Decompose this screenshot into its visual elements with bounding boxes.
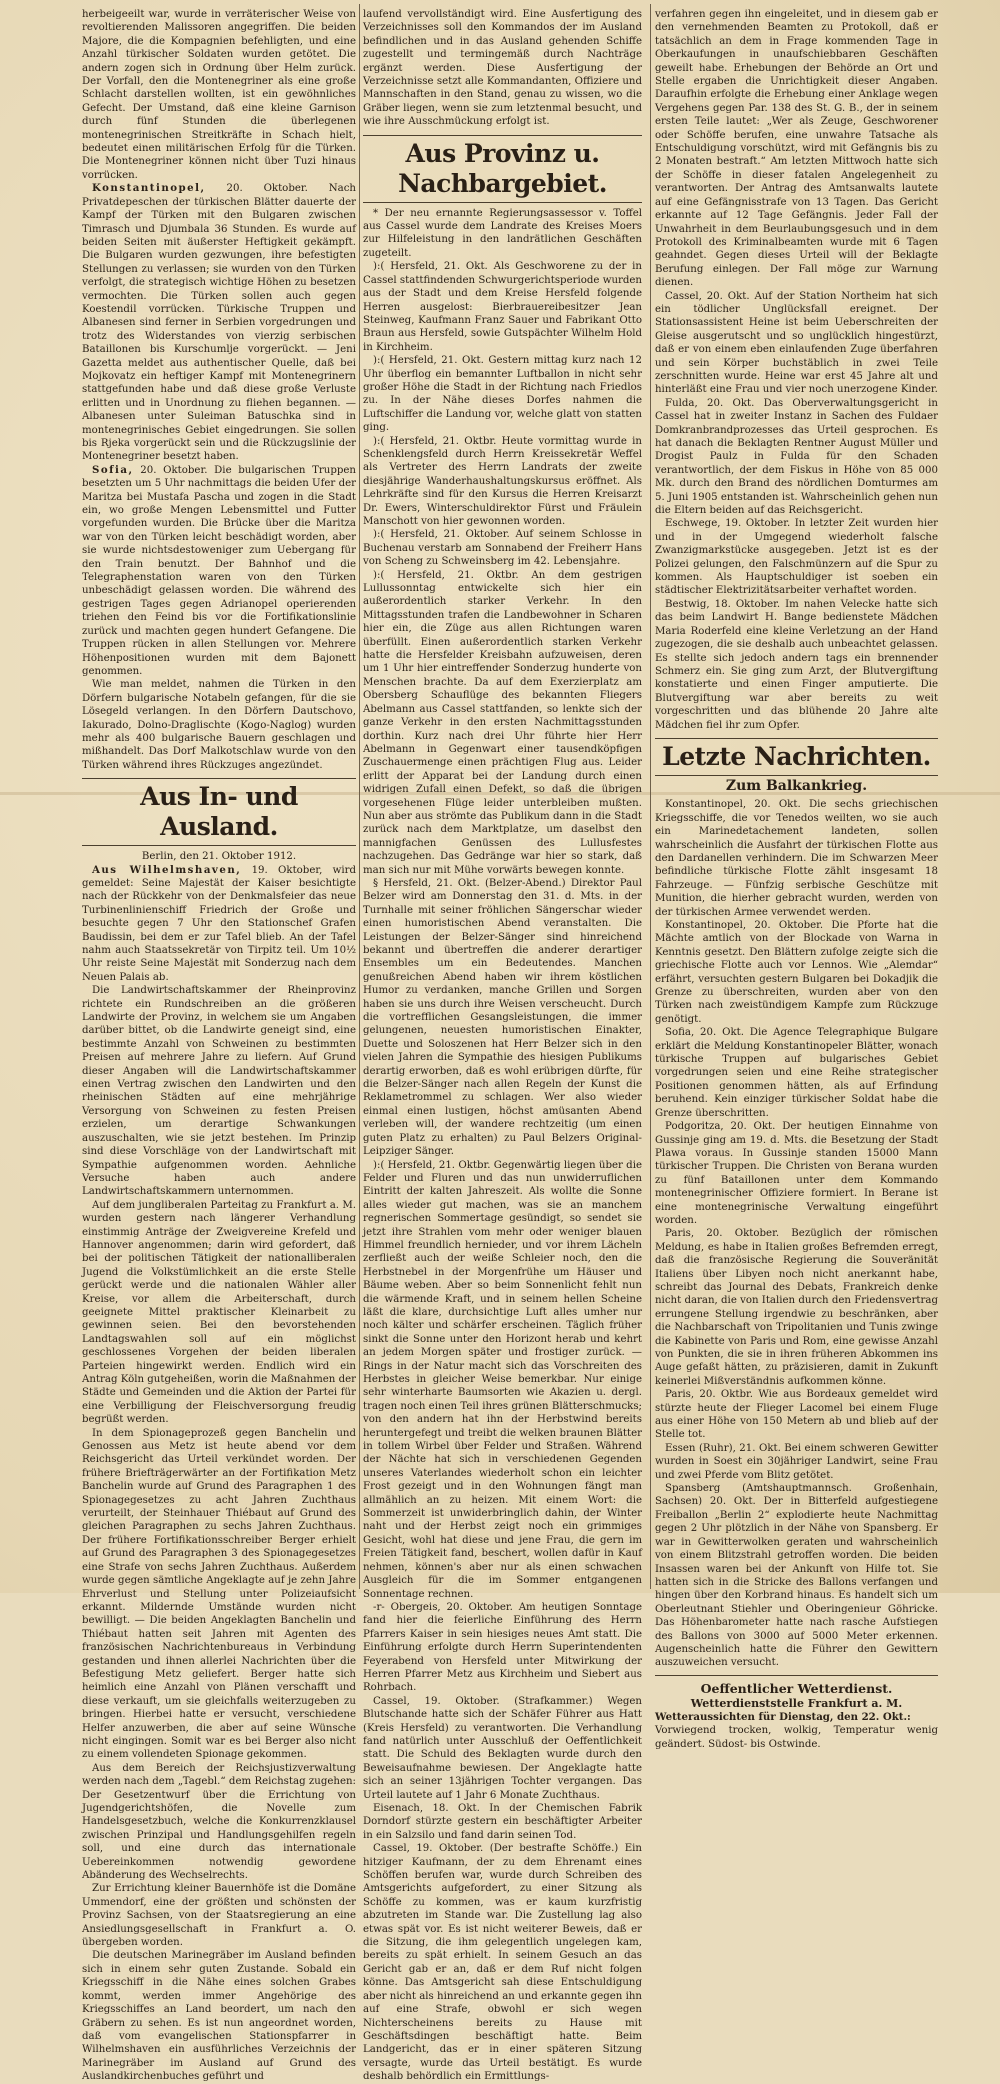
article-text: ):( Hersfeld, 21. Oktbr. An dem gestrigen Lullussonntag entwickelte sich hier ein außerordentlich starker Verkehr. In den Mittagsstunden trafen die Landbewohner in Scharen hier ein, die Züge aus allen Richtungen waren überfüllt. Einen außerordentlich starken Verkehr hatte die Hersfelder Kreisbahn aufzuweisen, deren um 1 Uhr hier eintreffender Sonderzug hunderte von Menschen brachte. Da auf dem Exerzierplatz am Obersberg Schauflüge des bekannten Fliegers Abelmann aus Cassel stattfanden, so lenkte sich der ganze Verkehr in den ersten Nachmittagsstunden dorthin. Kurz nach drei Uhr führte hier Herr Abelmann in Gegenwart einer tausendköpfigen Zuschauermenge einen prächtigen Flug aus. Leider erlitt der Apparat bei der Landung durch einen widrigen Zufall einen Defekt, so daß die übrigen vorgesehenen Flüge leider unterbleiben mußten. Nun aber aus strömte das Publikum dann in die Stadt zurück nach dem Marktplatze, um daselbst den mannigfachen Genüssen des Lullusfestes nachzugehen. Das Gedränge war hier so stark, daß man sich nur mit Mühe vorwärts bewegen konnte. (363, 569, 642, 876)
column-rule (359, 4, 360, 1589)
column-2 (363, 8, 642, 2083)
article-text: Cassel, 20. Okt. Auf der Station Northeim hat sich ein tödlicher Unglücksfall ereignet. Der Stationsassistent Heine ist beim Ueberschreiten der Gleise ausgerutscht und so unglücklich hingestürzt, daß er von einem eben einlaufenden Zuge überfahren und sein Körper buchstäblich in zwei Teile zerschnitten wurde. Heine war erst 45 Jahre alt und hinterläßt eine Frau und vier noch unerzogene Kinder. (655, 290, 938, 396)
article-text: Konstantinopel, 20. Oktober. Nach Privatdepeschen der türkischen Blätter dauerte der Kampf der Türken mit den Bulgaren zwischen Timrasch und Djumbala 36 Stunden. Es wurde auf beiden Seiten mit äußerster Heftigkeit gekämpft. Die Bulgaren wurden gezwungen, ihre befestigten Stellungen zu verlassen; sie wurden von den Türken verfolgt, die strategisch wichtige Höhen zu besetzen vermochten. Die Türken sollen auch gegen Koestendil vorrücken. Türkische Truppen und Albanesen sind ferner in Serbien vorgedrungen und trotz des Widerstandes von vierzig serbischen Bataillonen bis Kurschumlje vorgerückt. — Jeni Gazetta meldet aus authentischer Quelle, daß bei Mojkovatz ein heftiger Kampf mit Montenegrinern stattgefunden habe und daß diese große Verluste erlitten und in Unordnung zu fliehen begannen. — Albanesen unter Suleiman Batuschka sind in montenegrinisches Gebiet eingedrungen. Sie sollen bis Rjeka vorgerückt sein und die Rückzugslinie der Montenegriner besetzt haben. (82, 182, 356, 463)
article-text: herbeigeeilt war, wurde in verräterischer Weise von revoltierenden Malissoren angegriffen. Die beiden Majore, die die Kompagnien befehligten, und eine Anzahl türkischer Soldaten wurden getötet. Die andern zogen sich in Ordnung über Helm zurück. Der Vorfall, den die Montenegriner als eine große Schlacht darstellen wollten, ist ein gewöhnliches Gefecht. Der Umstand, daß eine kleine Garnison durch fünf Stunden die überlegenen montenegrinischen Streitkräfte in Schach hielt, bedeutet einen militärischen Erfolg für die Türken. Die Montenegriner können nicht über Tuzi hinaus vorrücken. (82, 9, 356, 181)
article-text: Podgoritza, 20. Okt. Der heutigen Einnahme von Gussinje ging am 19. d. Mts. die Besetzung der Stadt Plawa voraus. In Gussinje standen 15000 Mann türkischer Truppen. Die Christen von Berana wurden zu fünf Bataillonen unter dem Kommando montenegrinischer Offiziere formiert. In Berane ist eine montenegrinische Verwaltung eingeführt worden. (655, 1121, 938, 1226)
column-rule (650, 4, 651, 1589)
weather-subtitle: Wetterdienststelle Frankfurt a. M. (690, 1696, 903, 1710)
article-text: Paris, 20. Oktbr. Wie aus Bordeaux gemeldet wird stürzte heute der Flieger Lacomel bei einem Fluge aus einer Höhe von 150 Metern ab und blieb auf der Stelle tot. (655, 1389, 938, 1441)
dateline-city: Sofia, (92, 463, 134, 476)
column-3 (655, 8, 938, 1750)
article-text: ):( Hersfeld, 21. Oktbr. Gegenwärtig liegen über die Felder und Fluren und das nun unwiderruflichen Eintritt der kalten Jahreszeit. Als wollte die Sonne alles wieder gut machen, was sie an manchem regnerischen Sommertage gesündigt, so sendet sie jetzt ihre Strahlen vom mehr oder weniger blauen Himmel freundlich hernieder, und vor ihrem Lächeln zerfließt auch der weiße Schleier noch, den die Herbstnebel in der Morgenfrühe um Häuser und Bäume weben. Aber so beim Sonnenlicht fehlt nun die wärmende Kraft, und in seinem hellen Scheine läßt die klare, durchsichtige Luft alles umher nur noch kälter und schärfer erscheinen. Täglich früher sinkt die Sonne unter den Horizont herab und kehrt an jedem Morgen später und frostiger zurück. — Rings in der Natur macht sich das Vorschreiten des Herbstes in gleicher Weise bemerkbar. Nur einige sehr winterharte Baumsorten wie Akazien u. dergl. tragen noch einen Teil ihres grünen Blätterschmucks; von den andern hat ihn der Herbstwind bereits heruntergefegt und treibt die welken braunen Blätter in tollem Wirbel über Felder und Straßen. Während der Nächte hat sich in verschiedenen Gegenden unseres Vaterlandes wiederholt schon ein leichter Frost gezeigt und in den Wohnungen fängt man allmählich an zu heizen. Mit einem Wort: die Sommerzeit ist unwiderbringlich dahin, der Winter naht und der Herbst zeigt noch ein grimmiges Gesicht, wohl hat diese und jene Frau, die gern im Freien Tätigkeit fand, beschert, wollen dafür in Kauf nehmen, können's aber nur als einen schwachen Ausgleich für die im Sommer entgangenen Sonnentage rechnen. (363, 1159, 642, 1600)
article-text: Zur Errichtung kleiner Bauernhöfe ist die Domäne Ummendorf, eine der größten und schönsten der Provinz Sachsen, von der Staatsregierung an eine Ansiedlungsgesellschaft in Frankfurt a. O. übergeben worden. (82, 1883, 356, 1949)
article-text: Cassel, 19. Oktober. (Der bestrafte Schöffe.) Ein hitziger Kaufmann, der zu dem Ehrenamt eines Schöffen berufen war, wurde durch Schreiben des Amtsgerichts aufgefordert, zu einer Sitzung als Schöffe zu kommen, was er kaum kurzfristig abzutreten im Stande war. Die Zustellung lag also etwas spät vor. Es ist nicht weiterer Beweis, daß er die Sitzung, die ihm gelegentlich ungelegen kam, bereits zu spät erhielt. In seinem Gesuch an das Gericht gab er an, daß er dem Ruf nicht folgen könne. Das Amtsgericht sah diese Entschuldigung aber nicht als hinreichend an und erkannte gegen ihn auf eine Strafe, obwohl er sich wegen Nichterscheinens bereits zu Hause mit Geschäftsdingen beschäftigt hatte. Beim Landgericht, das er in einer späteren Sitzung versagte, wurde das Urteil bestätigt. Es wurde deshalb behördlich ein Ermittlungs- (363, 1843, 642, 2083)
article-text: § Hersfeld, 21. Okt. (Belzer-Abend.) Direktor Paul Belzer wird am Donnerstag den 31. d. Mts. in der Turnhalle mit seiner fröhlichen Sängerschar wieder einen humoristischen Abend veranstalten. Die Leistungen der Belzer-Sänger sind hinreichend bekannt und übertreffen die anderer derartiger Ensembles um ein Bedeutendes. Manchen genußreichen Abend haben wir ihrem köstlichen Humor zu verdanken, manche Grillen und Sorgen haben sie uns durch ihre Weisen verscheucht. Durch die vortrefflichen Gesangsleistungen, die immer gelungenen, neuesten humoristischen Einakter, Duette und Soloszenen hat Herr Belzer sich in den vielen Jahren die Sympathie des hiesigen Publikums derartig erworben, daß es wohl erübrigen dürfte, für die Belzer-Sänger nach allen Regeln der Kunst die Reklametrommel zu schlagen. Wer also wieder einmal einen lustigen, höchst amüsanten Abend verleben will, der wandere rechtzeitig (um einen guten Platz zu erhalten) zu Paul Belzers Original-Leipziger Sänger. (363, 877, 642, 1158)
article-text: ):( Hersfeld, 21. Okt. Gestern mittag kurz nach 12 Uhr überflog ein bemannter Luftballon in nicht sehr großer Höhe die Stadt in der Richtung nach Friedlos zu. In der Nähe dieses Dorfes nahmen die Luftschiffer die Landung vor, welche glatt von statten ging. (363, 355, 642, 434)
dateline-city: Aus Wilhelmshaven, (92, 863, 242, 876)
article-text: Bestwig, 18. Oktober. Im nahen Velecke hatte sich das beim Landwirt H. Bange bedienstete Mädchen Maria Roderfeld eine kleine Verletzung an der Hand zugezogen, die sie deshalb auch unbeachtet gelassen. Es stellte sich jedoch andern tags ein brennender Schmerz ein. Sie ging zum Arzt, der Blutvergiftung konstatierte und einen Finger amputierte. Die Blutvergiftung war aber bereits zu weit vorgeschritten und das blühende 20 Jahre alte Mädchen fiel ihr zum Opfer. (655, 598, 938, 731)
article-text: Die Landwirtschaftskammer der Rheinprovinz richtete ein Rundschreiben an die größeren Landwirte der Provinz, in welchem sie um Angaben darüber bittet, ob die Landwirte geneigt sind, eine bestimmte Anzahl von Schweinen zu bestimmten Preisen auf mehrere Jahre zu liefern. Auf Grund dieser Angaben will die Landwirtschaftskammer einen Vertrag zwischen den Landwirten und den rheinischen Städten auf eine mehrjährige Versorgung von Schweinen zu festen Preisen erzielen, um derartige Schwankungen auszuschalten, wie sie jetzt bestehen. Im Prinzip sind diese Vorschläge von der Landwirtschaft mit Sympathie aufgenommen worden. Aehnliche Versuche haben auch andere Landwirtschaftskammern unternommen. (82, 985, 356, 1198)
section-heading: Aus In- und Ausland. (82, 778, 356, 846)
article-text: verfahren gegen ihn eingeleitet, und in diesem gab er den vernehmenden Beamten zu Protokoll, daß er tatsächlich an dem in Frage kommenden Tage in Oberkaufungen in unaufschiebbaren Geschäften geweilt habe. Erhebungen der Behörde an Ort und Stelle ergaben die Unrichtigkeit dieser Angaben. Daraufhin erfolgte die Erhebung einer Anklage wegen Vergehens gegen Par. 138 des St. G. B., der in seinem ersten Teile lautet: „Wer als Zeuge, Geschworener oder Schöffe berufen, eine unwahre Tatsache als Entschuldigung vorschützt, wird mit Gefängnis bis zu 2 Monaten bestraft.“ Am letzten Mittwoch hatte sich der Schöffe in dieser fatalen Angelegenheit zu verantworten. Der Antrag des Amtsanwalts lautete auf eine Gefängnisstrafe von 13 Tagen. Das Gericht erkannte auf 12 Tage Gefängnis. Jeder Fall der Unwahrheit in dem Beurlaubungsgesuch und in dem Protokoll des Kriminalbeamten wurde mit 6 Tagen geahndet. Gegen dieses Urteil will der Beklagte Berufung einlegen. Der Fall möge zur Warnung dienen. (655, 9, 938, 289)
weather-forecast-text: Vorwiegend trocken, wolkig, Temperatur wenig geändert. Südost- bis Ostwinde. (655, 1725, 938, 1750)
article-text: ):( Hersfeld, 21. Oktober. Auf seinem Schlosse in Buchenau verstarb am Sonnabend der Freiherr Hans von Scheng zu Schweinsberg im 42. Lebensjahre. (363, 529, 642, 568)
dateline: Berlin, den 21. Oktober 1912. (141, 851, 297, 863)
weather-title: Oeffentlicher Wetterdienst. (700, 1680, 893, 1696)
article-text: In dem Spionageprozeß gegen Banchelin und Genossen aus Metz ist heute abend vor dem Reichsgericht das Urteil verkündet worden. Der frühere Briefträgerwärter an der Fortifikation Metz Banchelin wurde auf Grund des Paragraphen 1 des Spionagegesetzes zu acht Jahren Zuchthaus verurteilt, der Steinhauer Thiébaut auf Grund des gleichen Paragraphen zu sechs Jahren Zuchthaus. Der frühere Fortifikationsschreiber Berger erhielt auf Grund des Paragraphen 3 des Spionagegesetzes eine Strafe von sechs Jahren Zuchthaus. Außerdem wurde gegen sämtliche Angeklagte auf je zehn Jahre Ehrverlust und Stellung unter Polizeiaufsicht erkannt. Mildernde Umstände wurden nicht bewilligt. — Die beiden Angeklagten Banchelin und Thiébaut hatten seit Jahren mit Agenten des französischen Nachrichtenbureaus in Verbindung gestanden und ihnen allerlei Nachrichten über die Befestigung Metz geliefert. Berger hatte sich heimlich eine Anzahl von Plänen verschafft und diese verkauft, um sie gleichfalls weiterzugeben zu bringen. Hierbei hatte er versucht, verschiedene Helfer anzuwerben, die aber auf seine Wünsche nicht eingingen. Somit war es bei Berger also nicht zu einem vollendeten Spionage gekommen. (82, 1427, 356, 1761)
article-text: Die deutschen Marinegräber im Ausland befinden sich in einem sehr guten Zustande. Sobald ein Kriegsschiff in die Nähe eines solchen Grabes kommt, werden immer Angehörige des Kriegsschiffes an Land beordert, um nach den Gräbern zu sehen. Es ist nun angeordnet worden, daß vom evangelischen Stationspfarrer in Wilhelmshaven ein ausführliches Verzeichnis der Marinegräber im Ausland auf Grund des Auslandkirchenbuches geführt und (82, 1950, 356, 2083)
article-text: Aus dem Bereich der Reichsjustizverwaltung werden nach dem „Tagebl.“ dem Reichstag zugehen: Der Gesetzentwurf über die Errichtung von Jugendgerichtshöfen, die Novelle zum Handelsgesetzbuch, welche die Konkurrenzklausel zwischen Prinzipal und Handlungsgehilfen regeln soll, und eine durch das internationale Uebereinkommen notwendig gewordene Abänderung des Wechselrechts. (82, 1762, 356, 1882)
article-text: Cassel, 19. Oktober. (Strafkammer.) Wegen Blutschande hatte sich der Schäfer Führer aus Hatt (Kreis Hersfeld) zu verantworten. Die Verhandlung fand natürlich unter Ausschluß der Oeffentlichkeit statt. Die Schuld des Beklagten wurde durch den Beweisaufnahme bewiesen. Der Angeklagte hatte sich an seiner 13jährigen Tochter vergangen. Das Urteil lautete auf 1 Jahr 6 Monate Zuchthaus. (363, 1695, 642, 1801)
article-text: Essen (Ruhr), 21. Okt. Bei einem schweren Gewitter wurden in Soest ein 30jähriger Landwirt, seine Frau und zwei Pferde vom Blitz getötet. (655, 1442, 938, 1481)
column-1 (82, 8, 356, 2083)
article-text: Konstantinopel, 20. Oktober. Die Pforte hat die Mächte amtlich von der Blockade von Warna in Kenntnis gesetzt. Den Blättern zufolge zeigte sich die griechische Flotte auch vor Lennos. Wie „Alemdar“ erfährt, versuchten gestern Bulgaren bei Dokadjik die Grenze zu überschreiten, wurden aber von den Türken nach zweistündigem Kampfe zum Rückzuge genötigt. (655, 920, 938, 1025)
article-text: Aus Wilhelmshaven, 19. Oktober, wird gemeldet: Seine Majestät der Kaiser besichtigte nach der Rückkehr von der Denkmalsfeier das neue Turbinenlinienschiff Friedrich der Große und besuchte gegen 7 Uhr den Stationschef Grafen Baudissin, bei dem er zur Tafel blieb. An der Tafel nahm auch Staatssekretär von Tirpitz teil. Um 10½ Uhr reiste Seine Majestät mit Sonderzug nach dem Neuen Palais ab. (82, 863, 356, 983)
article-text: Konstantinopel, 20. Okt. Die sechs griechischen Kriegsschiffe, die vor Tenedos weilten, wo sie auch ein Marinedetachement landeten, sollen wahrscheinlich die Ausfahrt der türkischen Flotte aus den Dardanellen verhindern. Die im Schwarzen Meer befindliche türkische Flotte zählt insgesamt 18 Fahrzeuge. — Fünfzig serbische Geschütze mit Munition, die hierher gebracht wurden, werden von der türkischen Armee verwendet werden. (655, 799, 938, 918)
article-text: Eisenach, 18. Okt. In der Chemischen Fabrik Dorndorf stürzte gestern ein beschäftigter Arbeiter in ein Salzsilo und fand darin seinen Tod. (363, 1803, 642, 1841)
article-text: Sofia, 20. Okt. Die Agence Telegraphique Bulgare erklärt die Meldung Konstantinopeler Blätter, wonach türkische Truppen auf bulgarisches Gebiet vorgedrungen seien und eine Reihe strategischer Positionen genommen hätten, als auf Erfindung beruhend. Kein einziger türkischer Soldat habe die Grenze überschritten. (655, 1027, 938, 1119)
divider (655, 1675, 938, 1676)
article-text: ):( Hersfeld, 21. Okt. Als Geschworene zu der in Cassel stattfindenden Schwurgerichtsperiode wurden aus der Stadt und dem Kreise Hersfeld folgende Herren ausgelost: Bierbrauereibesitzer Jean Steinweg, Kaufmann Franz Sauer und Fabrikant Otto Braun aus Hersfeld, sowie Gutspächter Wilhelm Hold in Kirchheim. (363, 261, 642, 353)
article-text: Sofia, 20. Oktober. Die bulgarischen Truppen besetzten um 5 Uhr nachmittags die beiden Ufer der Maritza bei Mustafa Pascha und zogen in die Stadt ein, wo große Mengen Lebensmittel und Futter vorgefunden wurden. Die Brücke über die Maritza war von den Türken leicht beschädigt worden, aber sie wurde nichtsdestoweniger zum Uebergang für den Train benutzt. Der Bahnhof und die Telegraphenstation waren von den Türken unbeschädigt gelassen worden. Die während des gestrigen Tages gegen Adrianopel operierenden triehen den Feind bis vor die Fortifikationslinie zurück und machten gegen hundert Gefangene. Die Truppen rücken in allen Stellungen vor. Mehrere Höhenpositionen wurden mit dem Bajonett genommen. (82, 463, 356, 677)
weather-forecast-line: Wetteraussichten für Dienstag, den 22. Okt.: (655, 1710, 911, 1723)
section-heading: Letzte Nachrichten. (655, 738, 938, 776)
article-text: Eschwege, 19. Oktober. In letzter Zeit wurden hier und in der Umgegend wiederholt falsche Zwanzigmarkstücke ausgegeben. Jetzt ist es der Polizei gelungen, den Falschmünzern auf die Spur zu kommen. Als Hauptschuldiger ist soeben ein städtischer Elektrizitätsarbeiter verhaftet worden. (655, 518, 938, 597)
article-text: Wie man meldet, nahmen die Türken in den Dörfern bulgarische Notabeln gefangen, für die sie Lösegeld verlangen. In den Dörfern Dautschovo, Iakurado, Dolno-Draglischte (Kogo-Naglog) wurden mehr als 400 bulgarische Bauern geschlagen und mißhandelt. Das Dorf Malkotschlaw wurde von den Türken während ihres Rückzuges angezündet. (82, 679, 356, 771)
article-text: * Der neu ernannte Regierungsassessor v. Toffel aus Cassel wurde dem Landrate des Kreises Moers zur Hilfeleistung in den landrätlichen Geschäften zugeteilt. (363, 207, 642, 259)
article-text: laufend vervollständigt wird. Eine Ausfertigung des Verzeichnisses soll den Kommandos der im Ausland befindlichen und in das Ausland gehenden Schiffe zugestellt und termingemäß durch Nachträge ergänzt werden. Diese Ausfertigung der Verzeichnisse setzt alle Kommandanten, Offiziere und Mannschaften in den Stand, genau zu wissen, wo die Gräber liegen, wenn sie zum letztenmal besucht, und wie ihre Ausschmückung erfolgt ist. (363, 9, 642, 128)
article-text: Auf dem jungliberalen Parteitag zu Frankfurt a. M. wurden gestern nach längerer Verhandlung einstimmig Anträge der Zweigvereine Krefeld und Hannover angenommen; darin wird gefordert, daß bei der politischen Tätigkeit der nationalliberalen Jugend die Volkstümlichkeit an die erste Stelle gerückt werde und die nationalen Wähler aller Kreise, vor allem die Arbeiterschaft, durch geeignete Mittel praktischer Kleinarbeit zu gewinnen seien. Bei den bevorstehenden Landtagswahlen soll auf ein möglichst geschlossenes Vorgehen der beiden liberalen Parteien hingewirkt werden. Endlich wird ein Antrag Köln gutgeheißen, worin die Maßnahmen der Städte und Gemeinden und die Aktion der Partei für eine Verbilligung der Fleischversorgung freudig begrüßt werden. (82, 1199, 356, 1426)
article-text: -r- Obergeis, 20. Oktober. Am heutigen Sonntage fand hier die feierliche Einführung des Herrn Pfarrers Kaiser in sein hiesiges neues Amt statt. Die Einführung erfolgte durch Herrn Superintendenten Feyerabend von Hersfeld unter Mitwirkung der Herren Pfarrer Metz aus Kirchheim und Siebert aus Rohrbach. (363, 1601, 642, 1694)
article-text: Fulda, 20. Okt. Das Oberverwaltungsgericht in Cassel hat in zweiter Instanz in Sachen des Fuldaer Domkranbrandprozesses das Urteil gesprochen. Es hat danach die Beklagten Rentner August Müller und Drogist Paulz in Fulda für den Schaden verantwortlich, der dem Fiskus in Höhe von 85 000 Mk. durch den Brand des nördlichen Domturmes am 5. Juni 1905 entstanden ist. Wahrscheinlich gehen nun die Eltern beiden auf das Reichsgericht. (655, 397, 938, 517)
article-text: Spansberg (Amtshauptmannsch. Großenhain, Sachsen) 20. Okt. Der in Bitterfeld aufgestiegene Freiballon „Berlin 2“ explodierte heute Nachmittag gegen 2 Uhr plötzlich in der Nähe von Spansberg. Er war in Gewitterwolken geraten und wahrscheinlich von einem Blitzstrahl getroffen worden. Die beiden Insassen waren bei der Ankunft von Hilfe tot. Sie hatten sich in die Stricke des Ballons verfangen und hingen über den Korbrand hinaus. Es handelt sich um Oberleutnant Stiehler und Oberingenieur Göhricke. Das Höhenbarometer hatte nach rasche Aufstiegen des Ballons von 3000 auf 5000 Meter erkennen. Augenscheinlich hatte die Führer den Gewittern auszuweichen versucht. (655, 1483, 938, 1669)
article-text: Paris, 20. Oktober. Bezüglich der römischen Meldung, es habe in Italien großes Befremden erregt, daß die französische Regierung die Souveränität Italiens über Libyen noch nicht anerkannt habe, schreibt das Journal des Debats, Frankreich denke nicht daran, die von Italien durch den Friedensvertrag errungene Stellung irgendwie zu beschränken, aber die Nachbarschaft von Tripolitanien und Tunis zwinge die Kabinette von Paris und Rom, eine gewisse Anzahl von Punkten, die sie in ihren früheren Abkommen ins Auge gefaßt hätten, zu präzisieren, damit in Zukunft keinerlei Mißverständnis aufkommen könne. (655, 1228, 938, 1387)
section-heading: Aus Provinz u. Nachbargebiet. (363, 135, 642, 203)
subheading: Zum Balkankrieg. (725, 777, 868, 794)
dateline-city: Konstantinopel, (92, 182, 206, 195)
article-text: ):( Hersfeld, 21. Oktbr. Heute vormittag wurde in Schenklengsfeld durch Herrn Kreissekretär Weffel als Vertreter des Herrn Landrats der zweite diesjährige Wanderhaushaltungskursus eröffnet. Als Lehrkräfte sind für den Kursus die Herren Kreisarzt Dr. Ewers, Winterschuldirektor Fürst und Fräulein Manschott von hier gewonnen worden. (363, 435, 642, 527)
